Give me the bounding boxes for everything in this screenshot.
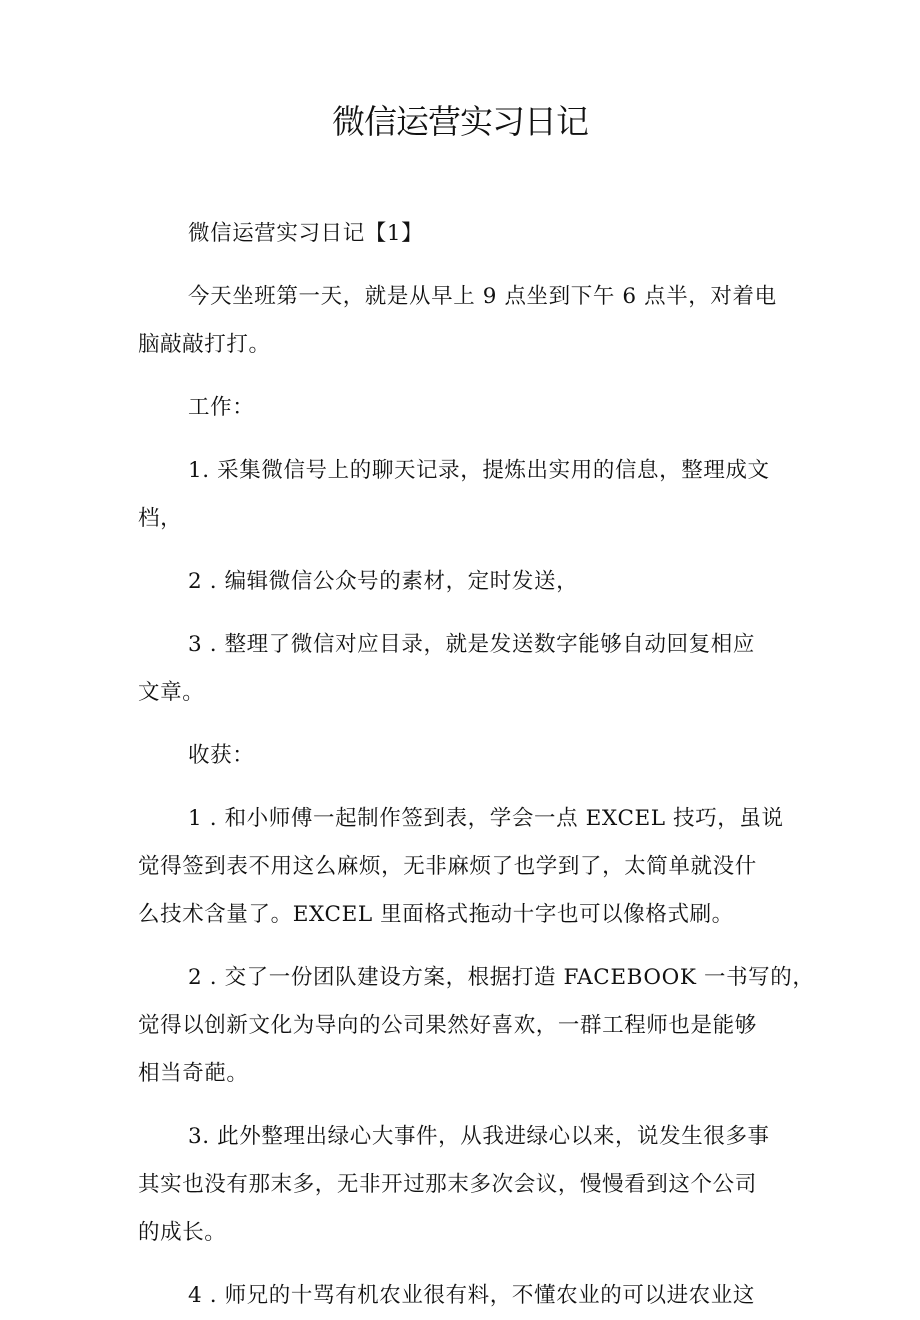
paragraph-line: 工作： — [188, 395, 255, 420]
paragraph-work-item-3 — [138, 621, 788, 717]
document-title: 微信运营实习日记 — [332, 102, 588, 141]
paragraph-line: 脑敲敲打打。 — [138, 332, 271, 357]
paragraph-line: 的成长。 — [138, 1220, 227, 1245]
paragraph-line: 4 . 师兄的十骂有机农业很有料，不懂农业的可以进农业这 — [188, 1283, 755, 1308]
paragraph-line: 微信运营实习日记【1】 — [188, 221, 424, 246]
paragraph-line: 觉得签到表不用这么麻烦，无非麻烦了也学到了，太简单就没什 — [138, 854, 757, 879]
paragraph-gain-item-4 — [138, 1272, 788, 1320]
paragraph-line: 今天坐班第一天，就是从早上 9 点坐到下午 6 点半，对着电 — [188, 284, 777, 309]
paragraph-gain-item-1 — [138, 795, 788, 939]
paragraph-line: 么技术含量了。EXCEL 里面格式拖动十字也可以像格式刷。 — [138, 902, 734, 927]
paragraph-work-item-1 — [138, 447, 788, 543]
paragraph-line: 觉得以创新文化为导向的公司果然好喜欢，一群工程师也是能够 — [138, 1013, 757, 1038]
paragraph-line: 2 . 编辑微信公众号的素材，定时发送， — [188, 569, 579, 594]
paragraph-line: 相当奇葩。 — [138, 1061, 249, 1086]
paragraph-line: 文章。 — [138, 680, 205, 705]
paragraph-gain-item-3 — [138, 1113, 788, 1257]
paragraph-line: 3 . 整理了微信对应目录，就是发送数字能够自动回复相应 — [188, 632, 755, 657]
paragraph-gains-heading — [138, 732, 788, 780]
paragraph-line: 其实也没有那末多，无非开过那末多次会议，慢慢看到这个公司 — [138, 1172, 757, 1197]
paragraph-gain-item-2 — [138, 954, 815, 1098]
document-body — [138, 210, 815, 1320]
paragraph-first-day — [138, 273, 788, 369]
paragraph-subtitle — [138, 210, 788, 258]
paragraph-line: 1. 采集微信号上的聊天记录，提炼出实用的信息，整理成文 — [188, 458, 770, 483]
paragraph-line: 档， — [138, 506, 183, 531]
paragraph-line: 3. 此外整理出绿心大事件，从我进绿心以来，说发生很多事 — [188, 1124, 770, 1149]
paragraph-work-heading — [138, 384, 788, 432]
paragraph-work-item-2 — [138, 558, 788, 606]
paragraph-line: 收获： — [188, 743, 255, 768]
paragraph-line: 2 . 交了一份团队建设方案，根据打造 FACEBOOK 一书写的， — [188, 965, 815, 990]
paragraph-line: 1 . 和小师傅一起制作签到表，学会一点 EXCEL 技巧，虽说 — [188, 806, 784, 831]
